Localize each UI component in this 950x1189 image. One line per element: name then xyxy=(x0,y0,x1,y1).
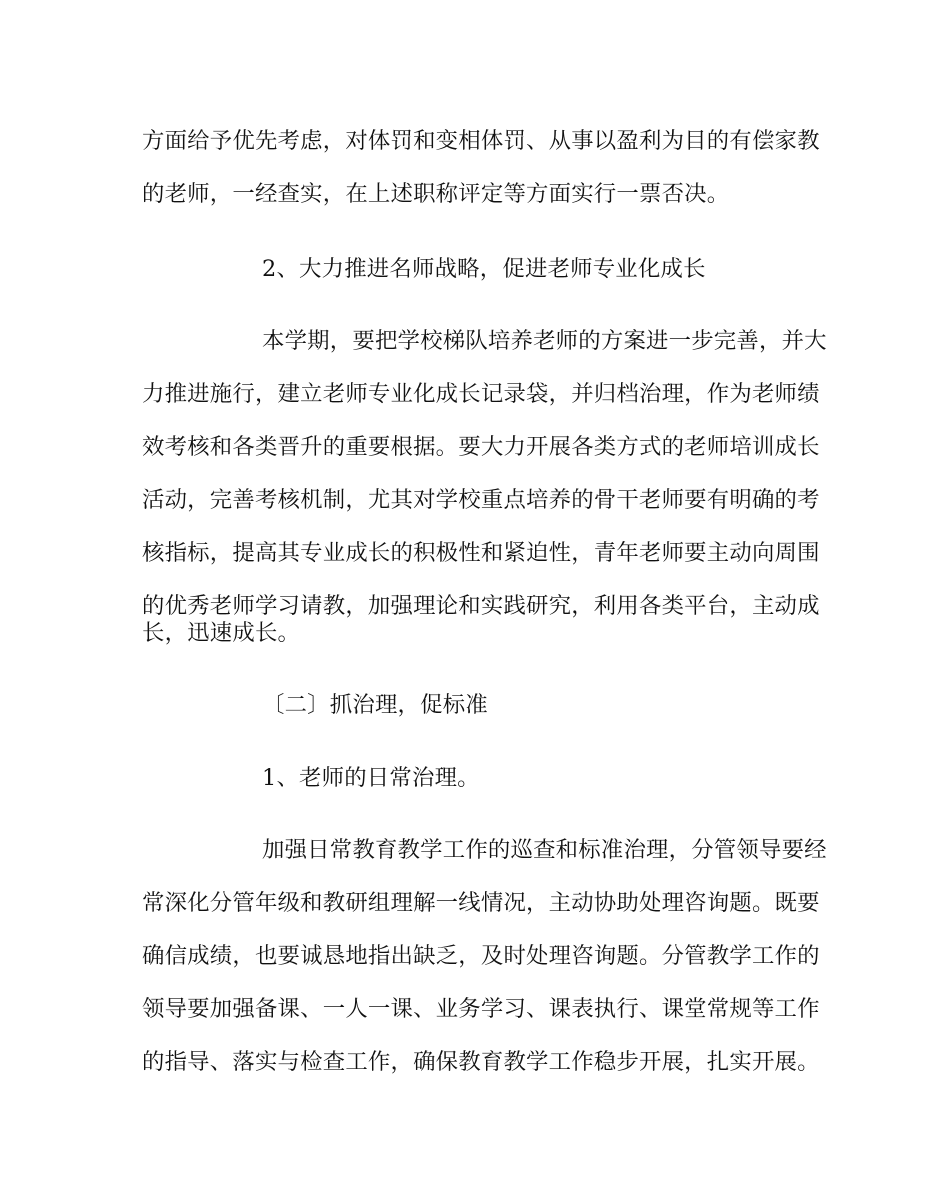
paragraph-1-line-1: 方面给予优先考虑，对体罚和变相体罚、从事以盈利为目的有偿家教 xyxy=(142,128,820,154)
paragraph-2-line-6: 的优秀老师学习请教，加强理论和实践研究，利用各类平台，主动成 xyxy=(142,593,820,619)
heading-2: 2、大力推进名师战略，促进老师专业化成长 xyxy=(262,256,706,282)
paragraph-3-line-2: 常深化分管年级和教研组理解一线情况，主动协助处理咨询题。既要 xyxy=(142,890,820,916)
paragraph-1-line-2: 的老师，一经查实，在上述职称评定等方面实行一票否决。 xyxy=(142,181,730,207)
paragraph-2-line-4: 活动，完善考核机制，尤其对学校重点培养的骨干老师要有明确的考 xyxy=(142,487,820,513)
paragraph-2-line-1: 本学期，要把学校梯队培养老师的方案进一步完善，并大 xyxy=(262,328,827,354)
paragraph-3-line-5: 的指导、落实与检查工作，确保教育教学工作稳步开展，扎实开展。 xyxy=(142,1049,820,1075)
heading-1: 1、老师的日常治理。 xyxy=(262,765,480,791)
section-heading: 〔二〕抓治理，促标准 xyxy=(262,692,488,718)
paragraph-3-line-3: 确信成绩，也要诚恳地指出缺乏，及时处理咨询题。分管教学工作的 xyxy=(142,943,820,969)
paragraph-3-line-1: 加强日常教育教学工作的巡查和标准治理，分管领导要经 xyxy=(262,837,827,863)
paragraph-2-line-7: 长，迅速成长。 xyxy=(142,620,301,646)
paragraph-2-line-2: 力推进施行，建立老师专业化成长记录袋，并归档治理，作为老师绩 xyxy=(142,381,820,407)
paragraph-3-line-4: 领导要加强备课、一人一课、业务学习、课表执行、课堂常规等工作 xyxy=(142,996,820,1022)
paragraph-2-line-5: 核指标，提高其专业成长的积极性和紧迫性，青年老师要主动向周围 xyxy=(142,540,820,566)
paragraph-2-line-3: 效考核和各类晋升的重要根据。要大力开展各类方式的老师培训成长 xyxy=(142,434,820,460)
